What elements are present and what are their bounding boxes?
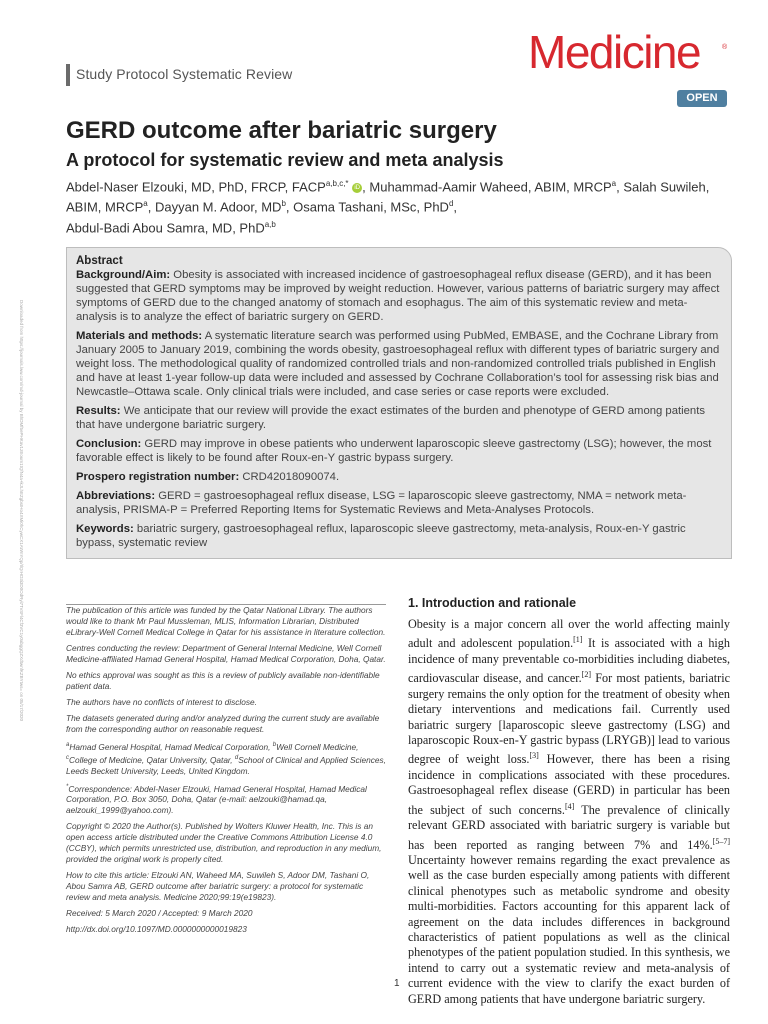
section-label: Study Protocol Systematic Review [76,66,293,82]
author-affiliation: a,b [264,219,276,229]
citation-ref[interactable]: [3] [529,751,539,761]
abstract-prospero: Prospero registration number: CRD42018090074. [76,471,340,483]
author-name: Abdel-Naser Elzouki, MD, PhD, FRCP, FACP [66,179,326,195]
journal-logo: Medicine [528,26,701,78]
author-name: Dayyan M. Adoor, MD [154,199,282,215]
page-number: 1 [394,978,400,989]
author-name: Abdul-Badi Abou Samra, MD, PhD [66,219,265,235]
author-affiliation: a [611,179,617,188]
intro-section [408,596,730,1007]
footnote-correspondence: *Correspondence: Abdel-Naser Elzouki, Hamad General Hospital, Hamad Medical Corporation, P.O. Box 3050, Doha, Qatar (e-mail: aelzouki@hamad.qa, aelzouki_1999@yahoo.com). [66,783,367,816]
article-title: GERD outcome after bariatric surgery [66,117,497,144]
citation-ref[interactable]: [2] [581,670,591,680]
abstract-box [66,247,732,559]
abstract-background: Background/Aim: Obesity is associated with increased incidence of gastroesophageal reflux disease (GERD), and it has been suggested that GERD symptoms may be improved by weight reduction. However, various patterns of bariatric surgery may affect symptoms of GERD due to the changed anatomy of stomach and esophagus. The aim of this systematic review and meta-analysis is to analyze the effect of bariatric surgery on GERD. [76,269,720,323]
citation-ref[interactable]: [1] [573,635,583,645]
abstract-methods: Materials and methods: A systematic literature search was performed using PubMed, EMBASE, and the Cochrane Library from January 2005 to January 2019, combining the words obesity, gastroesophageal reflux with different types of bariatric surgery and weight loss. The methodological quality of randomized controlled trials and non-randomized controlled trials published in English and have at least 1-year follow-up data were included and assessed by Cochrane Collaboration’s tool for assessing risk bias and Newcastle–Ottawa scale. Only clinical trials were included, and case series or case reports were excluded. [76,330,720,398]
footnote-citation: How to cite this article: Elzouki AN, Waheed MA, Suwileh S, Adoor DM, Tashani O, Abou Samra AB, GERD outcome after bariatric surgery: a protocol for systematic review and meta analysis. Medicine 2020;99:19(e19823). [66,870,370,903]
footnote-datasets: The datasets generated during and/or analyzed during the current study are available from the corresponding author on reasonable request. [66,713,380,734]
footnote-funding: The publication of this article was funded by the Qatar National Library. The authors would like to thank Mr Paul Mussleman, MLIS, Information Librarian, Distributed eLibrary-Well Cornell Medical College in Qatar for his assistance in literature collection. [66,605,386,637]
citation-ref[interactable]: [4] [564,801,575,811]
author-affiliation: b [281,199,286,209]
footnote-conflicts: The authors have no conflicts of interest to disclose. [66,697,257,707]
footnote-affiliations: $^a$Hamad General Hospital, Hamad Medical Corporation, $^b$Well Cornell Medicine, $^c$College of Medicine, Qatar University, Qatar, $^d$School of Clinical and Applied Sciences, Leeds Beckett University, Leeds, United Kingdom. [66,741,386,776]
footnotes [66,604,386,940]
author-list: Abdel-Naser Elzouki, MD, PhD, FRCP, $FACP^{a,b,c,*}$ iD , Muhammad-Aamir Waheed, ABIM, MRCP$^a$, Salah Suwileh, ABIM, MRCP$^a$, Dayyan M. Adoor, $MD^b$, Osama Tashani, MSc, PhD$^d$, Abdul-Badi Abou Samra, MD, PhD$^{a,b}$ [66,179,710,235]
intro-heading: 1. Introduction and rationale [408,596,577,610]
abstract-results: Results: We anticipate that our review will provide the exact estimates of the burden and phenotype of GERD among patients that have undergone bariatric surgery. [76,405,706,431]
footnote-centres: Centres conducting the review: Department of General Internal Medicine, Well Cornell Medicine-affiliated Hamad General Hospital, Hamad Medical Corporation, Doha, Qatar. [66,643,386,664]
article-subtitle: A protocol for systematic review and meta analysis [66,150,504,170]
author-affiliation: a,b,c,* [325,179,349,188]
author-affiliation: a [143,199,148,209]
author-affiliation: d [448,199,454,209]
footnote-ethics: No ethics approval was sought as this is a review of publicly available non-identifiable patient data. [66,670,380,691]
open-access-badge: OPEN [677,90,727,107]
registered-mark: ® [722,44,728,51]
abstract-heading: Abstract [76,255,123,267]
abstract-abbreviations: Abbreviations: GERD = gastroesophageal reflux disease, LSG = laparoscopic sleeve gastrectomy, NMA = network meta-analysis, PRISMA-P = Preferred Reporting Items for Systematic Reviews and Meta-Analyses Protocols. [76,490,687,516]
section-bar [66,64,70,86]
footnote-copyright: Copyright © 2020 the Author(s). Published by Wolters Kluwer Health, Inc. This is an open access article distributed under the Creative Commons Attribution License 4.0 (CCBY), which permits unrestricted use, distribution, and reproduction in any medium, provided the original work is properly cited. [66,821,382,865]
footnote-received: Received: 5 March 2020 / Accepted: 9 March 2020 [66,908,253,919]
orcid-icon[interactable]: iD [352,183,362,193]
author-name: Osama Tashani, MSc, PhD [293,199,449,215]
download-watermark: Downloaded from https://journals.lww.com/md-journal by BhDMf5ePHKav1zEoum1tQfN4a+kJLhEZgbsIHo4XMi0hCywCX1AWnYQp/IlQrHD3i3D0OdRyi7TvSFl4Cf3VC1y0abggQZXdtwnfKZBYtws= on 05/17/2020 [19,300,24,722]
author-name: Muhammad-Aamir Waheed, ABIM, MRCP [369,179,612,195]
author-name: Salah Suwileh, ABIM, MRCP [66,179,710,215]
intro-paragraph: Obesity is a major concern all over the world affecting mainly adult and adolescent population.[1] It is associated with a high incidence of many preventable co-morbidities including diabetes, cardiovascular disease, and cancer.[2] For most patients, bariatric surgery remains the only option for the treatment of obesity when dietary interventions and medications fail. Currently used bariatric surgery [laparoscopic sleeve gastrectomy (LSG) and laparoscopic Roux-en-Y gastric bypass (LRYGB)] lead to various degree of weight loss.[3] However, there has been a rising incidence in complications associated with these procedures. Gastroesophageal reflex disease (GERD) in particular has been the subject of such concerns.[4] The prevalence of clinically relevant GERD associated with bariatric surgery is variable but has been reported as ranging between 7% and 14%.[5–7] Uncertainty however remains regarding the exact prevalence as well as the case burden especially among patients with different clinical phenotypes such as metabolic syndrome and obesity multi-morbidities. Factors accounting for this apparent lack of agreement on the data includes differences in background characteristics of patient populations as well as the clinical phenotypes of the patient population studied. In this synthesis, we intend to carry out a systematic review and meta-analysis of current evidence with the view to clarify the exact burden of GERD among patients that have undergone bariatric surgery. [408,617,731,1006]
abstract-conclusion: Conclusion: GERD may improve in obese patients who underwent laparoscopic sleeve gastrectomy (LSG); however, the most favorable effect is likely to be found after Roux-en-Y gastric bypass surgery. [76,438,712,464]
abstract-keywords: Keywords: bariatric surgery, gastroesophageal reflux, laparoscopic sleeve gastrectomy, meta-analysis, Roux-en-Y gastric bypass, systematic review [76,523,686,549]
citation-ref[interactable]: [5–7] [712,836,730,846]
doi-link[interactable]: http://dx.doi.org/10.1097/MD.0000000000019823 [66,924,247,935]
